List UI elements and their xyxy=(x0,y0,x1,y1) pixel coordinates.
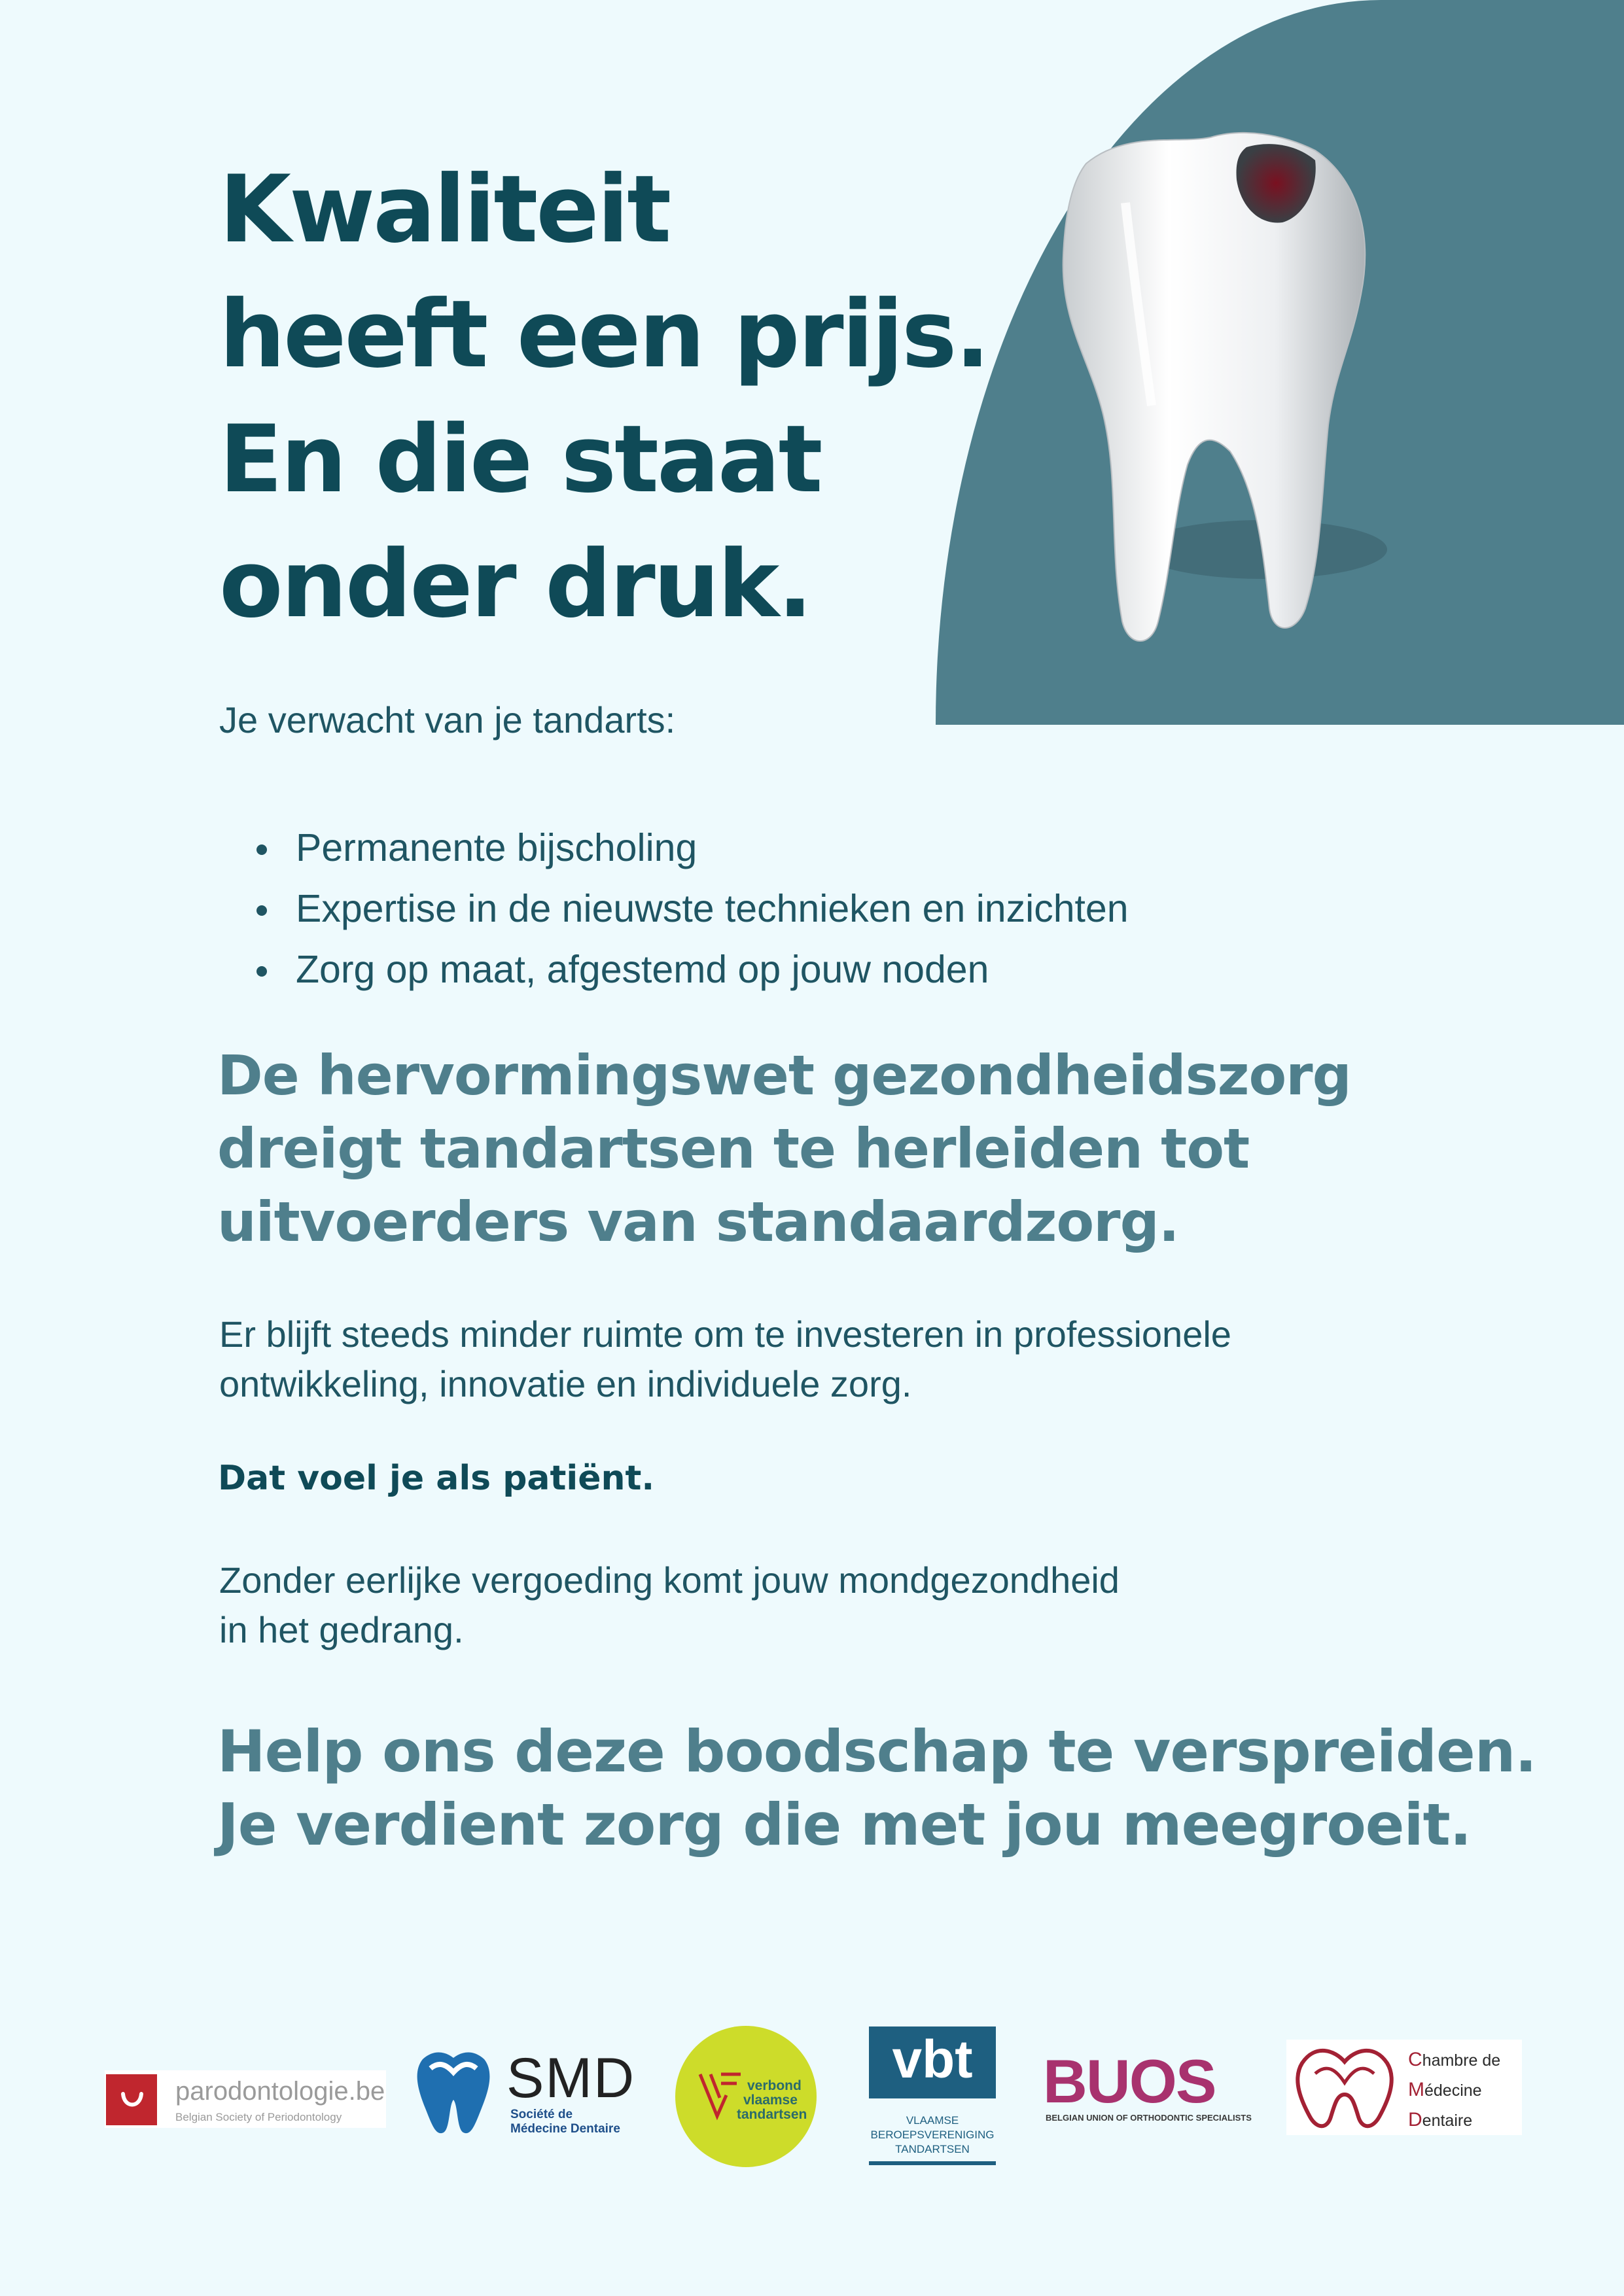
paragraph-investment xyxy=(219,1310,1231,1409)
paro-name: parodontologie.be xyxy=(175,2077,385,2106)
cmd-line-1: Chambre de xyxy=(1408,2049,1501,2070)
headline-line-3: En die staat xyxy=(219,406,821,513)
logo-cmd xyxy=(1286,2040,1522,2135)
closing-call xyxy=(217,1715,1536,1862)
list-item: Permanente bijscholing xyxy=(0,818,1129,878)
tooth-illustration xyxy=(1047,124,1387,661)
vbt-line-3: TANDARTSEN xyxy=(895,2143,970,2155)
intro-text: Je verwacht van je tandarts: xyxy=(219,699,676,740)
cmd-line-2: Médecine xyxy=(1408,2079,1482,2100)
headline-line-4: onder druk. xyxy=(219,531,811,638)
expectations-list xyxy=(0,818,1129,1000)
logo-buos xyxy=(1042,2046,1250,2131)
closing-line-1: Help ons deze boodschap te verspreiden. xyxy=(217,1718,1536,1785)
vbt-box xyxy=(869,2026,996,2098)
subhead-line-2: dreigt tandartsen te herleiden tot xyxy=(217,1117,1250,1181)
logo-vbt xyxy=(869,2026,996,2168)
reform-subhead xyxy=(217,1039,1351,1259)
smd-tooth-icon xyxy=(411,2046,496,2138)
headline xyxy=(219,147,988,647)
buos-name: BUOS xyxy=(1043,2047,1216,2115)
vbt-line-1: VLAAMSE xyxy=(906,2114,959,2127)
smd-sub-1: Société de xyxy=(510,2108,573,2121)
headline-line-2: heeft een prijs. xyxy=(219,281,989,389)
vbt-name: vbt xyxy=(892,2030,973,2089)
vbt-rule xyxy=(869,2161,996,2165)
verbond-line-3: tandartsen xyxy=(737,2107,807,2122)
smd-name: SMD xyxy=(506,2047,636,2110)
list-item: Expertise in de nieuwste technieken en inzichten xyxy=(0,878,1129,939)
logo-parodontologie xyxy=(105,2070,386,2128)
verbond-line-1: verbond xyxy=(747,2078,802,2093)
paro-sub: Belgian Society of Periodontology xyxy=(175,2111,342,2123)
logo-verbond xyxy=(675,2026,817,2167)
paragraph-compensation xyxy=(219,1556,1120,1655)
paragraph-line: Er blijft steeds minder ruimte om te investeren in professionele xyxy=(219,1313,1231,1355)
logo-smd xyxy=(411,2046,636,2138)
closing-line-2: Je verdient zorg die met jou meegroeit. xyxy=(217,1791,1472,1858)
cmd-line-3: Dentaire xyxy=(1408,2109,1473,2131)
vbt-line-2: BEROEPSVERENIGING xyxy=(870,2129,995,2141)
subhead-line-1: De hervormingswet gezondheidszorg xyxy=(217,1043,1351,1107)
paragraph-line: in het gedrang. xyxy=(219,1609,464,1650)
paro-mark xyxy=(106,2074,157,2125)
list-item: Zorg op maat, afgestemd op jouw noden xyxy=(0,939,1129,1000)
cmd-tooth-icon xyxy=(1289,2044,1400,2132)
buos-sub: BELGIAN UNION OF ORTHODONTIC SPECIALISTS xyxy=(1046,2113,1252,2123)
paragraph-line: ontwikkeling, innovatie en individuele zorg. xyxy=(219,1363,912,1404)
patient-statement: Dat voel je als patiënt. xyxy=(218,1459,655,1498)
subhead-line-3: uitvoerders van standaardzorg. xyxy=(217,1190,1179,1254)
paro-smile-icon xyxy=(120,2091,144,2111)
smd-sub-2: Médecine Dentaire xyxy=(510,2122,620,2136)
verbond-line-2: vlaamse xyxy=(743,2093,798,2108)
headline-line-1: Kwaliteit xyxy=(219,156,670,264)
paragraph-line: Zonder eerlijke vergoeding komt jouw mondgezondheid xyxy=(219,1559,1120,1601)
